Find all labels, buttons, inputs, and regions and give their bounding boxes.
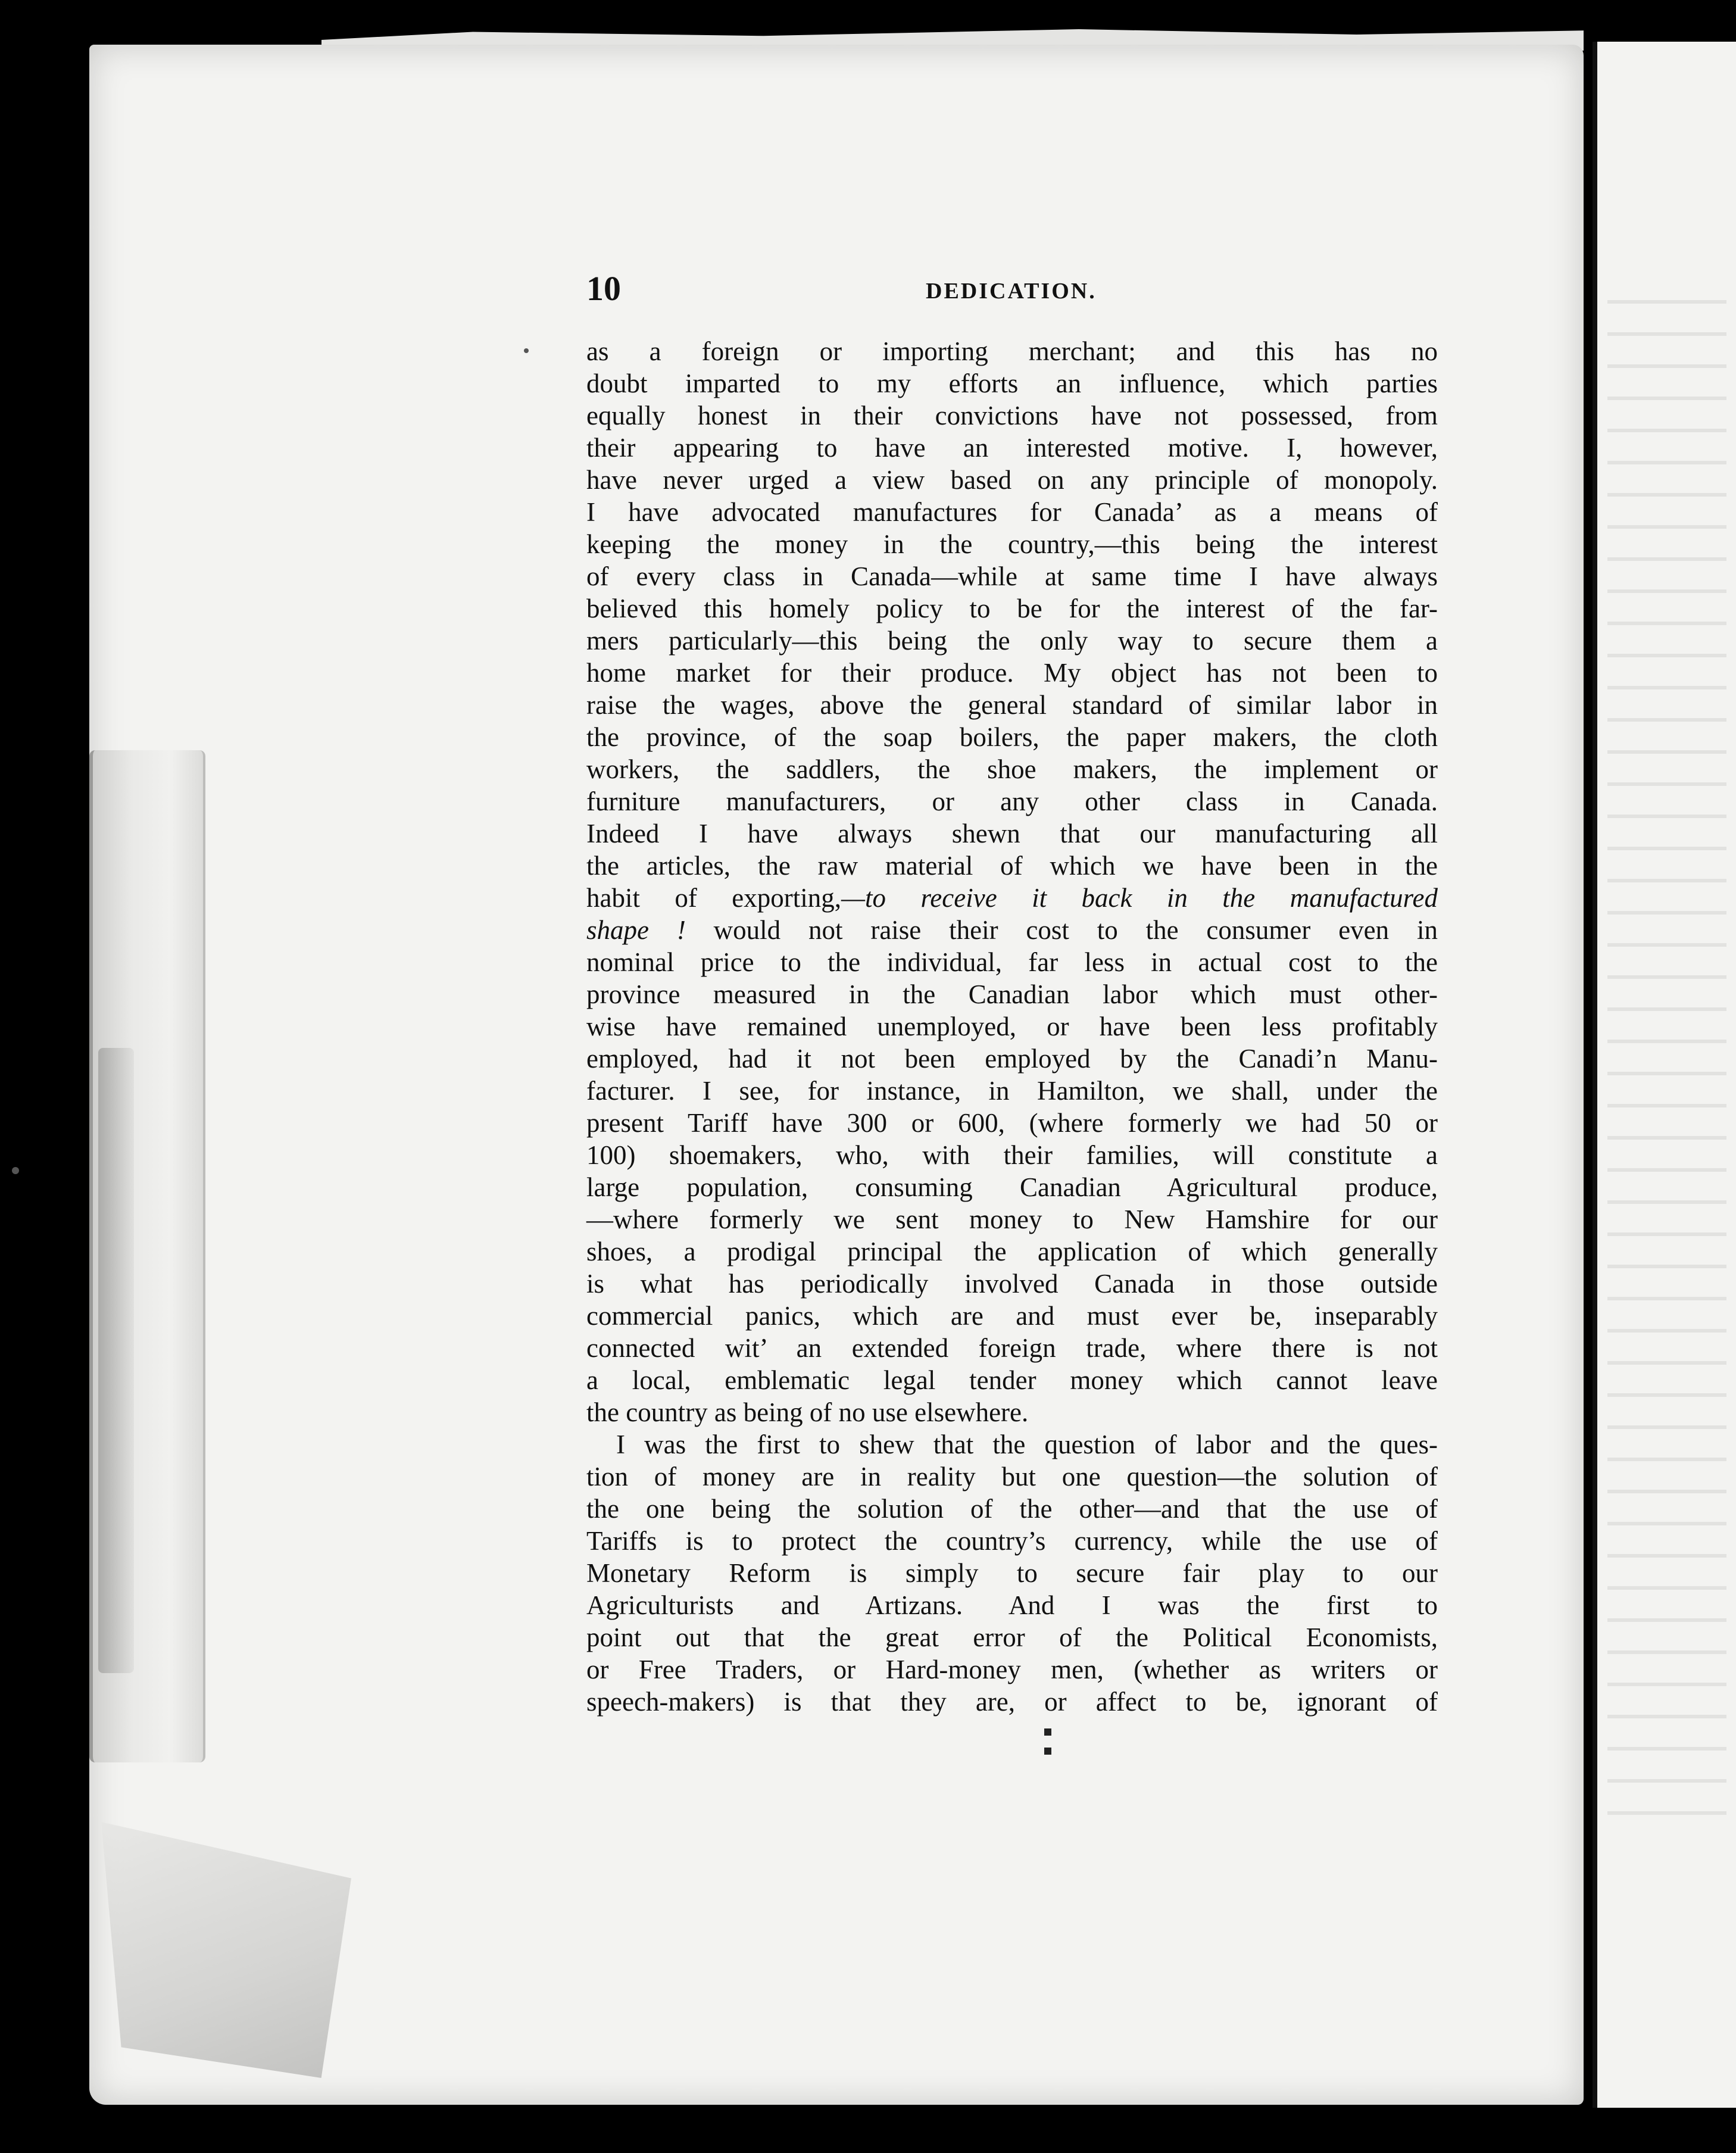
text-line: I have advocated manufactures for Canada’ as a means of bbox=[586, 497, 1438, 527]
text-line: wise have remained unemployed, or have been less profitably bbox=[586, 1012, 1438, 1041]
text-line: the one being the solution of the other—and that the use of bbox=[586, 1494, 1438, 1524]
text-line-shape bbox=[586, 914, 1438, 946]
text-line: their appearing to have an interested motive. I, however, bbox=[586, 433, 1438, 463]
page-left-shadow-strip bbox=[98, 1048, 134, 1673]
text-line: tion of money are in reality but one question—the solution of bbox=[586, 1462, 1438, 1492]
text-line: —where formerly we sent money to New Hamshire for our bbox=[586, 1205, 1438, 1234]
text-line: Monetary Reform is simply to secure fair play to our bbox=[586, 1558, 1438, 1588]
text-line: speech-makers) is that they are, or affect to be, ignorant of bbox=[586, 1687, 1438, 1717]
text-line: facturer. I see, for instance, in Hamilton, we shall, under the bbox=[586, 1076, 1438, 1106]
text-line: employed, had it not been employed by the Canadi’n Manu- bbox=[586, 1044, 1438, 1074]
text-line: mers particularly—this being the only way to secure them a bbox=[586, 626, 1438, 656]
text-line: raise the wages, above the general standard of similar labor in bbox=[586, 690, 1438, 720]
printer-mark bbox=[1044, 1748, 1051, 1755]
text-line: the province, of the soap boilers, the paper makers, the cloth bbox=[586, 722, 1438, 752]
page-header bbox=[586, 268, 1438, 310]
text-line: keeping the money in the country,—this being the interest bbox=[586, 529, 1438, 559]
text-line: point out that the great error of the Political Economists, bbox=[586, 1622, 1438, 1652]
text-line: workers, the saddlers, the shoe makers, the implement or bbox=[586, 754, 1438, 784]
text-line: home market for their produce. My object has not been to bbox=[586, 658, 1438, 688]
text-line: furniture manufacturers, or any other class in Canada. bbox=[586, 787, 1438, 816]
adjacent-page-text-lines bbox=[1607, 280, 1726, 1828]
printer-mark bbox=[1044, 1728, 1051, 1736]
text-run: habit of exporting, bbox=[586, 883, 842, 913]
text-line: province measured in the Canadian labor which must other- bbox=[586, 979, 1438, 1009]
text-line-habit bbox=[586, 882, 1438, 914]
text-line: doubt imparted to my efforts an influence, which parties bbox=[586, 369, 1438, 398]
text-line: believed this homely policy to be for the interest of the far- bbox=[586, 594, 1438, 623]
body-text bbox=[586, 335, 1438, 1718]
italic-emphasis: shape ! bbox=[586, 915, 686, 945]
italic-emphasis: —to receive it back in the manufactured bbox=[841, 883, 1438, 913]
text-line: large population, consuming Canadian Agricultural produce, bbox=[586, 1172, 1438, 1202]
text-line: I was the first to shew that the question of labor and the ques- bbox=[616, 1430, 1438, 1459]
ink-speck bbox=[12, 1167, 19, 1174]
page-number: 10 bbox=[586, 269, 621, 308]
text-line: have never urged a view based on any principle of monopoly. bbox=[586, 465, 1438, 495]
text-line: present Tariff have 300 or 600, (where formerly we had 50 or bbox=[586, 1108, 1438, 1138]
text-line: equally honest in their convictions have not possessed, from bbox=[586, 401, 1438, 430]
text-line: as a foreign or importing merchant; and this has no bbox=[586, 336, 1438, 366]
text-line: commercial panics, which are and must ever be, inseparably bbox=[586, 1301, 1438, 1331]
text-line: or Free Traders, or Hard-money men, (whether as writers or bbox=[586, 1655, 1438, 1684]
text-line: shoes, a prodigal principal the application of which generally bbox=[586, 1237, 1438, 1266]
text-line: the country as being of no use elsewhere. bbox=[586, 1397, 1029, 1427]
text-run: would not raise their cost to the consumer even in bbox=[685, 915, 1438, 945]
text-line: Tariffs is to protect the country’s currency, while the use of bbox=[586, 1526, 1438, 1556]
text-line: is what has periodically involved Canada in those outside bbox=[586, 1269, 1438, 1299]
text-line: the articles, the raw material of which we have been in the bbox=[586, 851, 1438, 881]
text-line: 100) shoemakers, who, with their families, will constitute a bbox=[586, 1140, 1438, 1170]
text-line: a local, emblematic legal tender money which cannot leave bbox=[586, 1365, 1438, 1395]
text-line: Indeed I have always shewn that our manufacturing all bbox=[586, 819, 1438, 848]
text-line: Agriculturists and Artizans. And I was the first to bbox=[586, 1590, 1438, 1620]
text-line: of every class in Canada—while at same time I have always bbox=[586, 561, 1438, 591]
text-line: nominal price to the individual, far less in actual cost to the bbox=[586, 947, 1438, 977]
ink-speck bbox=[524, 348, 529, 353]
running-head: DEDICATION. bbox=[926, 279, 1097, 304]
text-line: connected wit’ an extended foreign trade, where there is not bbox=[586, 1333, 1438, 1363]
